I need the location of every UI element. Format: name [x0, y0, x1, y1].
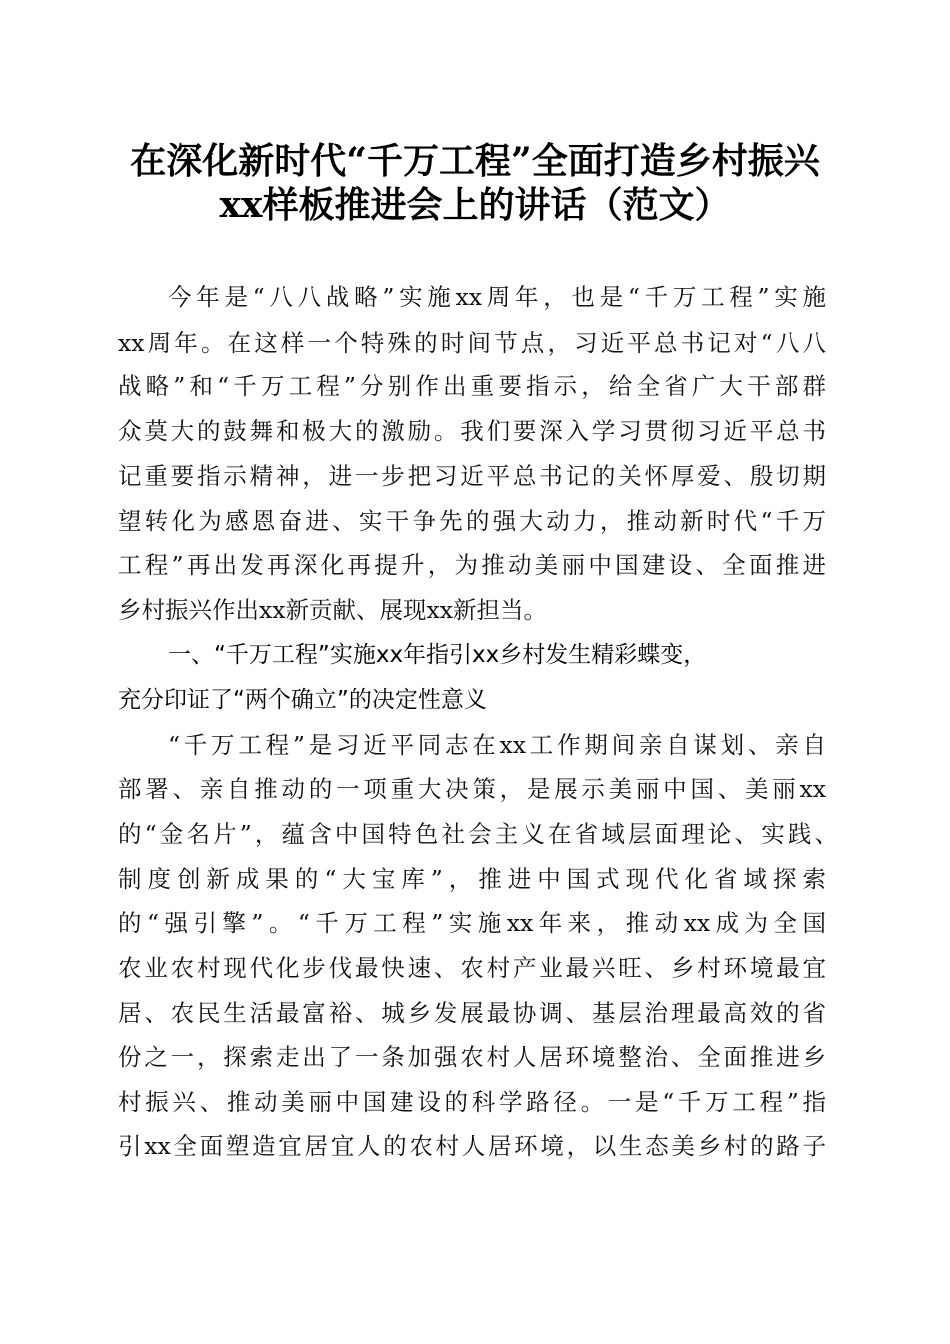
- paragraph-1-line: xx周年。在这样一个特殊的时间节点，习近平总书记对“八八: [118, 329, 826, 357]
- paragraph-2-line: “千万工程”是习近平同志在xx工作期间亲自谋划、亲自: [168, 731, 826, 759]
- paragraph-2-line: 居、农民生活最富裕、城乡发展最协调、基层治理最高效的省: [118, 999, 826, 1027]
- paragraph-1-line: 乡村振兴作出xx新贡献、展现xx新担当。: [118, 596, 548, 624]
- paragraph-1-line: 工程”再出发再深化再提升，为推动美丽中国建设、全面推进: [118, 551, 826, 579]
- paragraph-2-line: 部署、亲自推动的一项重大决策，是展示美丽中国、美丽xx: [118, 775, 826, 803]
- paragraph-2-line: 引xx全面塑造宜居宜人的农村人居环境，以生态美乡村的路子: [118, 1132, 826, 1160]
- paragraph-1-line: 战略”和“千万工程”分别作出重要指示，给全省广大干部群: [118, 372, 826, 400]
- section-heading-line-2: 充分印证了“两个确立”的决定性意义: [118, 687, 487, 713]
- document-title-line-2: xx样板推进会上的讲话（范文）: [219, 184, 731, 226]
- paragraph-2-line: 制度创新成果的“大宝库”，推进中国式现代化省域探索: [118, 865, 826, 893]
- paragraph-1-line: 今年是“八八战略”实施xx周年，也是“千万工程”实施: [168, 283, 826, 311]
- paragraph-2-line: 的“强引擎”。“千万工程”实施xx年来，推动xx成为全国: [118, 909, 826, 937]
- paragraph-2-line: 村振兴、推动美丽中国建设的科学路径。一是“千万工程”指: [118, 1088, 826, 1116]
- paragraph-1-line: 记重要指示精神，进一步把习近平总书记的关怀厚爱、殷切期: [118, 462, 826, 490]
- paragraph-2-line: 农业农村现代化步伐最快速、农村产业最兴旺、乡村环境最宜: [118, 954, 826, 982]
- document-title-line-1: 在深化新时代“千万工程”全面打造乡村振兴: [130, 140, 820, 182]
- paragraph-2-line: 份之一，探索走出了一条加强农村人居环境整治、全面推进乡: [118, 1043, 826, 1071]
- paragraph-1-line: 众莫大的鼓舞和极大的激励。我们要深入学习贯彻习近平总书: [118, 417, 826, 445]
- paragraph-1-line: 望转化为感恩奋进、实干争先的强大动力，推动新时代“千万: [118, 507, 826, 535]
- section-heading-line-1: 一、“千万工程”实施xx年指引xx乡村发生精彩蝶变，: [168, 642, 707, 668]
- paragraph-2-line: 的“金名片”，蕴含中国特色社会主义在省域层面理论、实践、: [118, 820, 838, 848]
